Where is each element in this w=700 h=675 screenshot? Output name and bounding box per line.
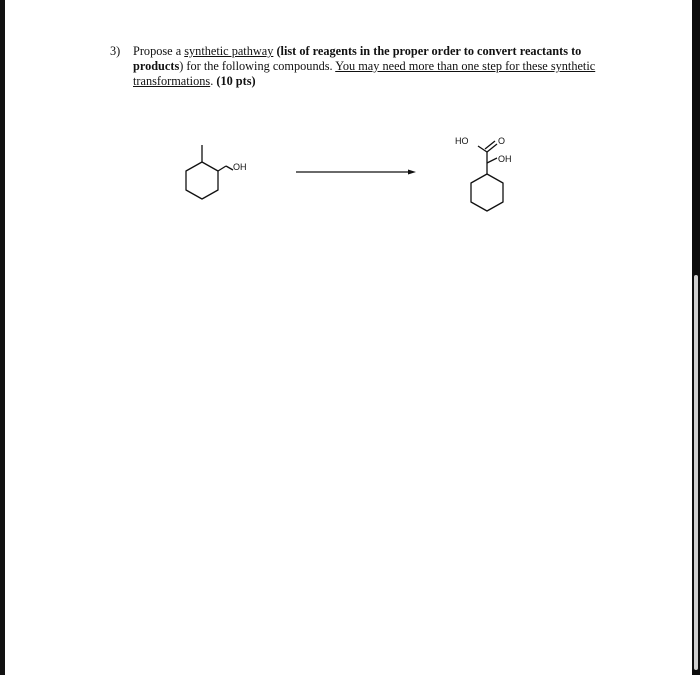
q-text-multistep-note: You may need more than one step for these synthetic transformations (133, 59, 596, 88)
left-border (0, 0, 5, 675)
product-ring-oh-label: OH (498, 154, 512, 164)
reactant-oh-label: OH (233, 162, 247, 172)
reactant-ch2-bond (218, 166, 226, 171)
reactant-oh-bond (226, 166, 233, 170)
product-carbonyl-bond-1 (487, 144, 497, 152)
q-text-5: ) for the following compounds. (179, 59, 336, 73)
q-text-reagent-list: list of reagents in the proper order to convert reactants to products (133, 44, 582, 73)
product-ring-oh-bond (487, 158, 497, 163)
q-text-synthetic-pathway: synthetic pathway (184, 44, 274, 58)
product-ho-label: HO (455, 136, 469, 146)
q-text-3: ( (273, 44, 281, 58)
q-text-1: Propose a (133, 44, 185, 58)
product-carbonyl-o-label: O (498, 136, 506, 146)
scrollbar-thumb[interactable] (694, 275, 698, 670)
q-text-points: (10 pts) (216, 74, 256, 88)
product-cyclohexane-ring (471, 174, 503, 211)
q-text-7: . (210, 74, 217, 88)
question-number: 3) (110, 44, 121, 58)
reactant-cyclohexane-ring (186, 162, 218, 199)
product-carbonyl-bond-2 (485, 141, 495, 149)
reaction-arrow-head (408, 170, 416, 175)
